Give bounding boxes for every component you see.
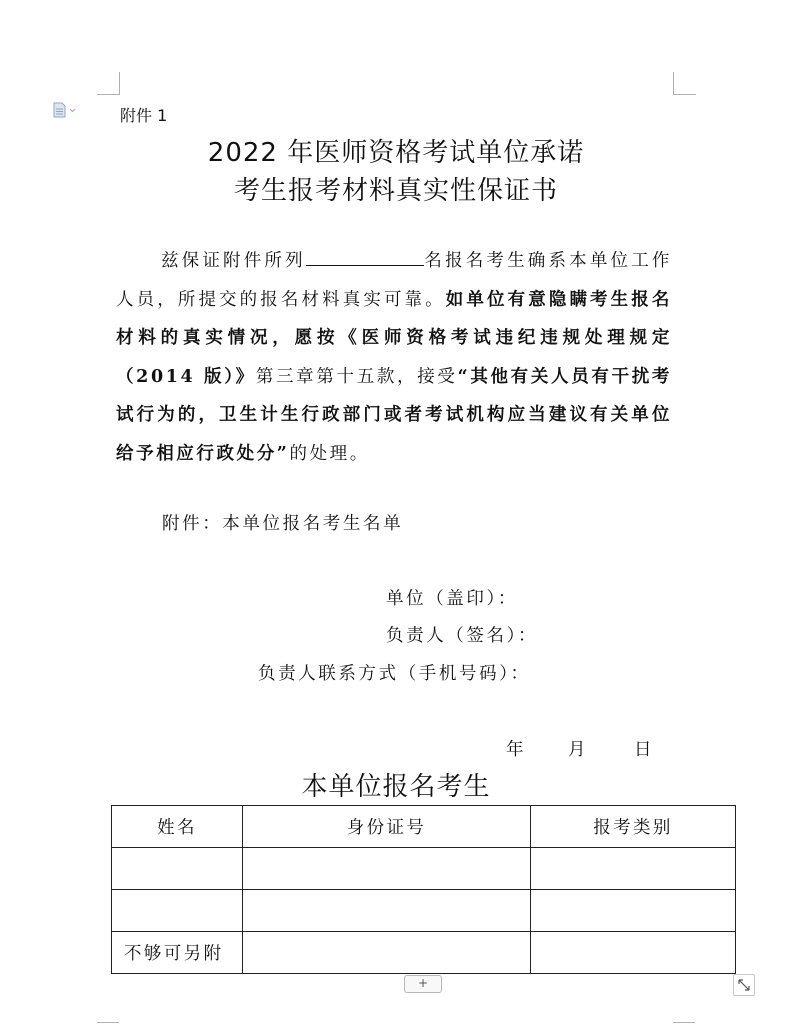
candidate-table (111, 805, 736, 974)
attachment-line: 附件：本单位报名考生名单 (162, 514, 404, 534)
header-exam-category: 报考类别 (531, 806, 736, 848)
page-corner-mark-top-right (673, 72, 696, 95)
candidate-list-title: 本单位报名考生 (301, 772, 491, 802)
paragraph-text-start: 兹保证附件所列 (161, 251, 306, 271)
table-cell[interactable] (531, 890, 736, 932)
paragraph-bold-clause-1: 如单位有意隐瞒考生报名材料的真实情况，愿按《医师资格考试违纪违规处理规定（2014 版）》 (116, 289, 672, 387)
paragraph-text-end: 的处理。 (289, 443, 370, 464)
paragraph-bold-clause-2: “其他有关人员有干扰考试行为的，卫生计生行政部门或者考试机构应当建议有关单位给予相应行政处分” (116, 366, 672, 464)
table-cell[interactable] (243, 890, 531, 932)
count-blank-field[interactable] (306, 251, 424, 266)
add-row-button[interactable] (404, 975, 442, 993)
paragraph-text-middle: 第三章第十五款，接受 (255, 366, 458, 387)
table-row (112, 848, 736, 890)
resize-icon (734, 975, 754, 995)
header-id-number: 身份证号 (243, 806, 531, 848)
table-cell[interactable] (531, 932, 736, 974)
header-name: 姓名 (112, 806, 243, 848)
date-year: 年 (506, 740, 524, 760)
guarantee-paragraph (116, 242, 672, 473)
signature-unit-seal: 单位（盖印）： (386, 589, 518, 609)
table-cell[interactable] (112, 890, 243, 932)
document-title-line-1: 2022 年医师资格考试单位承诺 (207, 138, 585, 168)
table-cell[interactable] (243, 848, 531, 890)
table-resize-handle[interactable] (733, 974, 755, 996)
table-row (112, 890, 736, 932)
page-corner-mark-top-left (97, 72, 120, 95)
paragraph-text-after-blank: 名报名考生确系本单位工作人员，所提交的报名材料真实可靠。 (116, 251, 673, 310)
table-cell-note[interactable]: 不够可另附 (112, 932, 243, 974)
document-icon[interactable] (52, 102, 80, 118)
plus-icon: + (417, 976, 429, 990)
date-day: 日 (634, 740, 652, 760)
date-month: 月 (568, 740, 586, 760)
attachment-label: 附件 1 (120, 106, 168, 125)
signature-contact-phone: 负责人联系方式（手机号码）： (258, 664, 531, 684)
table-header-row (112, 806, 736, 848)
signature-person-in-charge: 负责人（签名）： (386, 626, 539, 646)
document-title-line-2: 考生报考材料真实性保证书 (233, 176, 558, 206)
table-cell[interactable] (531, 848, 736, 890)
table-cell[interactable] (243, 932, 531, 974)
table-row (112, 932, 736, 974)
table-cell[interactable] (112, 848, 243, 890)
